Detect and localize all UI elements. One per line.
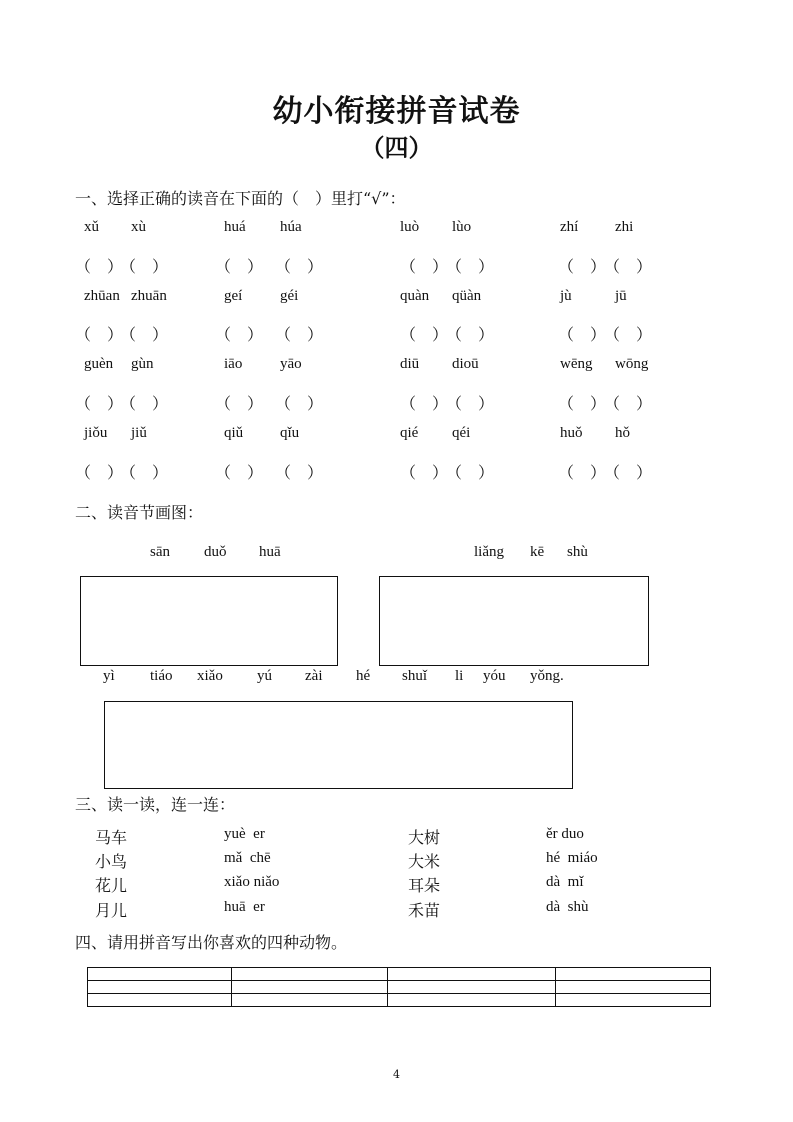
pinyin-option: géi bbox=[280, 288, 299, 304]
pinyin-option: jù bbox=[560, 288, 572, 304]
pic3-syllable: zài bbox=[305, 668, 323, 684]
pic3-syllable: hé bbox=[356, 668, 371, 684]
pinyin-option: jiǔ bbox=[131, 425, 147, 441]
answer-parentheses[interactable]: （ ） bbox=[604, 465, 653, 482]
writing-cell[interactable] bbox=[388, 968, 556, 981]
left-pinyin: mǎ chē bbox=[224, 850, 271, 866]
animal-writing-table bbox=[87, 967, 711, 1007]
answer-parentheses[interactable]: （ ） bbox=[558, 465, 607, 482]
writing-cell[interactable] bbox=[88, 994, 232, 1007]
pic2-syllable: kē bbox=[530, 544, 545, 560]
pic1-syllable: duǒ bbox=[204, 544, 227, 560]
answer-parentheses[interactable]: （ ） bbox=[446, 396, 495, 413]
pinyin-option: iāo bbox=[224, 356, 243, 372]
pic3-syllable: yú bbox=[257, 668, 272, 684]
pinyin-option: xù bbox=[131, 219, 146, 235]
answer-parentheses[interactable]: （ ） bbox=[446, 327, 495, 344]
answer-parentheses[interactable]: （ ） bbox=[275, 465, 324, 482]
answer-parentheses[interactable]: （ ） bbox=[75, 396, 124, 413]
answer-parentheses[interactable]: （ ） bbox=[75, 465, 124, 482]
answer-parentheses[interactable]: （ ） bbox=[446, 465, 495, 482]
writing-cell[interactable] bbox=[232, 981, 388, 994]
answer-parentheses[interactable]: （ ） bbox=[400, 396, 449, 413]
right-pinyin: hé miáo bbox=[546, 850, 598, 866]
right-word: 耳朵 bbox=[408, 876, 441, 895]
answer-parentheses[interactable]: （ ） bbox=[120, 465, 169, 482]
answer-parentheses[interactable]: （ ） bbox=[120, 259, 169, 276]
pic3-syllable: tiáo bbox=[150, 668, 173, 684]
pinyin-option: lùo bbox=[452, 219, 472, 235]
answer-parentheses[interactable]: （ ） bbox=[604, 396, 653, 413]
pinyin-option: hǒ bbox=[615, 425, 630, 441]
pic1-syllable: sān bbox=[150, 544, 170, 560]
pic3-syllable: xiǎo bbox=[197, 668, 223, 684]
answer-parentheses[interactable]: （ ） bbox=[400, 327, 449, 344]
answer-parentheses[interactable]: （ ） bbox=[215, 327, 264, 344]
answer-parentheses[interactable]: （ ） bbox=[120, 327, 169, 344]
pinyin-option: húa bbox=[280, 219, 302, 235]
right-pinyin: ěr duo bbox=[546, 826, 584, 842]
left-word: 小鸟 bbox=[95, 852, 128, 871]
pinyin-option: guèn bbox=[84, 356, 114, 372]
pinyin-option: huá bbox=[224, 219, 246, 235]
answer-parentheses[interactable]: （ ） bbox=[275, 396, 324, 413]
pinyin-option: qéi bbox=[452, 425, 471, 441]
right-pinyin: dà mǐ bbox=[546, 874, 584, 890]
pinyin-option: zhuān bbox=[131, 288, 167, 304]
answer-parentheses[interactable]: （ ） bbox=[604, 327, 653, 344]
page-title: 幼小衔接拼音试卷 bbox=[272, 94, 521, 129]
answer-parentheses[interactable]: （ ） bbox=[275, 259, 324, 276]
answer-parentheses[interactable]: （ ） bbox=[215, 396, 264, 413]
writing-cell[interactable] bbox=[232, 994, 388, 1007]
pic3-syllable: yóu bbox=[483, 668, 506, 684]
answer-parentheses[interactable]: （ ） bbox=[558, 327, 607, 344]
pinyin-option: diū bbox=[400, 356, 420, 372]
answer-parentheses[interactable]: （ ） bbox=[275, 327, 324, 344]
pinyin-option: zhí bbox=[560, 219, 579, 235]
right-word: 大树 bbox=[408, 828, 441, 847]
pic3-syllable: shuǐ bbox=[402, 668, 428, 684]
writing-cell[interactable] bbox=[388, 981, 556, 994]
writing-cell[interactable] bbox=[388, 994, 556, 1007]
answer-parentheses[interactable]: （ ） bbox=[446, 259, 495, 276]
section4-heading: 四、请用拼音写出你喜欢的四种动物。 bbox=[75, 933, 348, 952]
pinyin-option: wēng bbox=[560, 356, 593, 372]
section2-heading: 二、读音节画图： bbox=[75, 503, 204, 522]
pinyin-option: xǔ bbox=[84, 219, 99, 235]
answer-parentheses[interactable]: （ ） bbox=[75, 259, 124, 276]
section1-heading: 一、选择正确的读音在下面的（ ）里打“√”： bbox=[75, 189, 406, 208]
writing-cell[interactable] bbox=[232, 968, 388, 981]
writing-cell[interactable] bbox=[556, 968, 711, 981]
answer-parentheses[interactable]: （ ） bbox=[215, 465, 264, 482]
answer-parentheses[interactable]: （ ） bbox=[120, 396, 169, 413]
section3-heading: 三、读一读，连一连： bbox=[75, 795, 236, 814]
pinyin-option: huǒ bbox=[560, 425, 583, 441]
left-pinyin: huā er bbox=[224, 899, 265, 915]
answer-parentheses[interactable]: （ ） bbox=[400, 465, 449, 482]
writing-cell[interactable] bbox=[556, 994, 711, 1007]
writing-cell[interactable] bbox=[556, 981, 711, 994]
drawing-box-2[interactable] bbox=[379, 576, 649, 666]
answer-parentheses[interactable]: （ ） bbox=[215, 259, 264, 276]
right-word: 大米 bbox=[408, 852, 441, 871]
pinyin-option: qiǔ bbox=[224, 425, 244, 441]
pinyin-option: qüàn bbox=[452, 288, 482, 304]
pinyin-option: yāo bbox=[280, 356, 302, 372]
pinyin-option: quàn bbox=[400, 288, 430, 304]
answer-parentheses[interactable]: （ ） bbox=[558, 396, 607, 413]
pic3-syllable: yǒng. bbox=[530, 668, 564, 684]
pinyin-option: geí bbox=[224, 288, 243, 304]
page-number: 4 bbox=[393, 1068, 400, 1081]
writing-cell[interactable] bbox=[88, 981, 232, 994]
pinyin-option: luò bbox=[400, 219, 420, 235]
pic1-syllable: huā bbox=[259, 544, 281, 560]
answer-parentheses[interactable]: （ ） bbox=[604, 259, 653, 276]
left-word: 月儿 bbox=[95, 901, 128, 920]
writing-cell[interactable] bbox=[88, 968, 232, 981]
left-word: 马车 bbox=[95, 828, 128, 847]
answer-parentheses[interactable]: （ ） bbox=[558, 259, 607, 276]
pinyin-option: wōng bbox=[615, 356, 649, 372]
pinyin-option: qǐu bbox=[280, 425, 300, 441]
pic3-syllable: yì bbox=[103, 668, 115, 684]
pic2-syllable: liǎng bbox=[474, 544, 504, 560]
drawing-box-3[interactable] bbox=[104, 701, 573, 789]
pic2-syllable: shù bbox=[567, 544, 588, 560]
pinyin-option: zhūan bbox=[84, 288, 120, 304]
right-word: 禾苗 bbox=[408, 901, 441, 920]
pinyin-option: qié bbox=[400, 425, 419, 441]
drawing-box-1[interactable] bbox=[80, 576, 338, 666]
page-subtitle: （四） bbox=[360, 133, 433, 162]
pinyin-option: dioū bbox=[452, 356, 479, 372]
pinyin-option: jū bbox=[615, 288, 627, 304]
pic3-syllable: li bbox=[455, 668, 464, 684]
pinyin-option: jiǒu bbox=[84, 425, 108, 441]
pinyin-option: zhi bbox=[615, 219, 634, 235]
left-pinyin: yuè er bbox=[224, 826, 265, 842]
left-pinyin: xiǎo niǎo bbox=[224, 874, 280, 890]
right-pinyin: dà shù bbox=[546, 899, 589, 915]
answer-parentheses[interactable]: （ ） bbox=[75, 327, 124, 344]
pinyin-option: gùn bbox=[131, 356, 154, 372]
answer-parentheses[interactable]: （ ） bbox=[400, 259, 449, 276]
left-word: 花儿 bbox=[95, 876, 128, 895]
